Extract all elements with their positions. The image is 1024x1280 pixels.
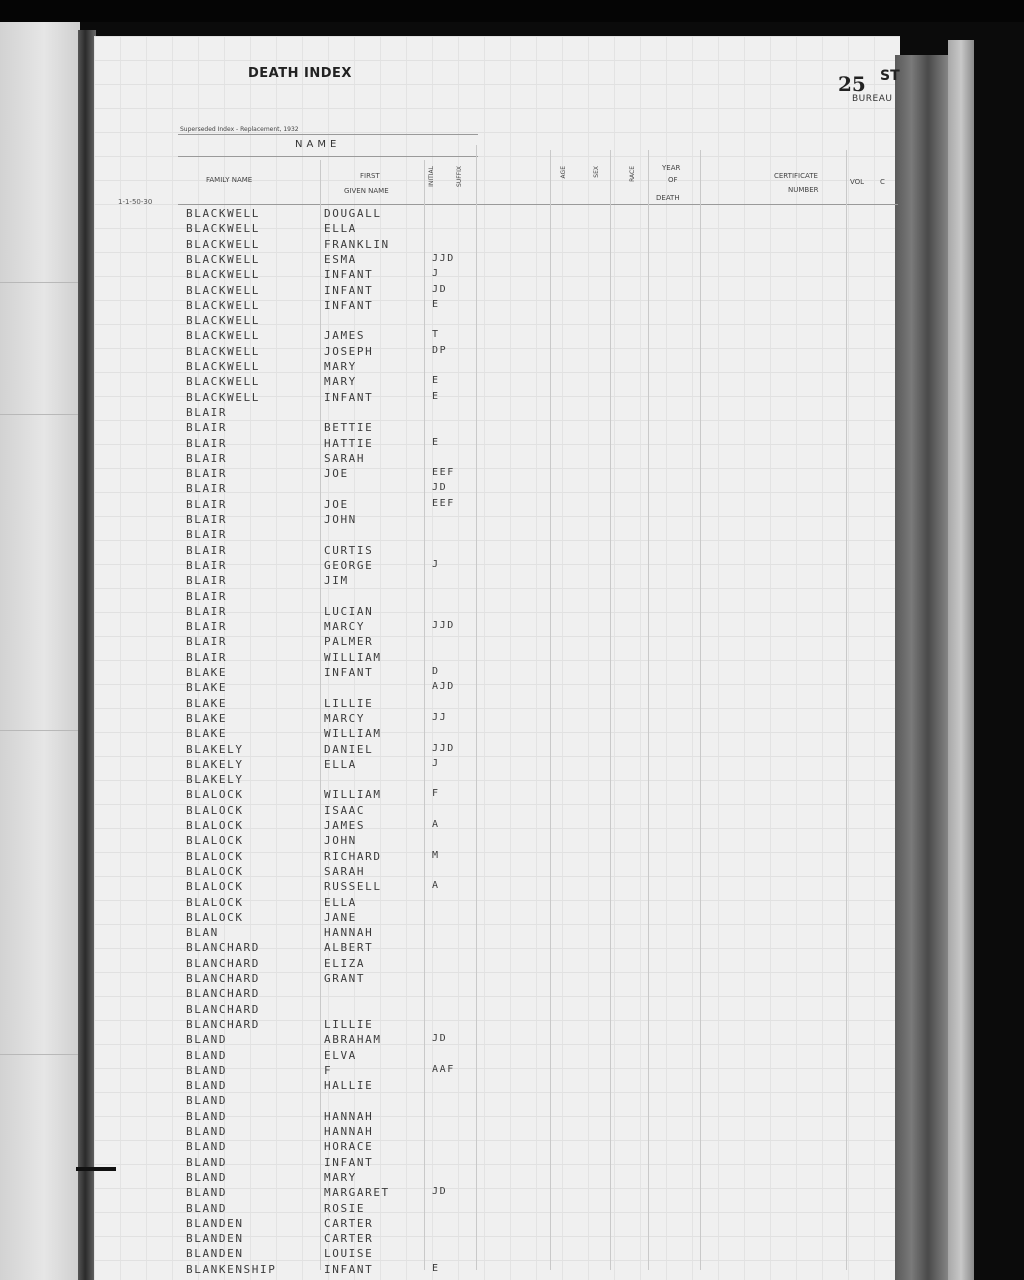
given-name-cell: ABRAHAM (324, 1033, 382, 1047)
given-name-cell: HATTIE (324, 436, 374, 450)
middle-initial-cell: JD (432, 482, 448, 494)
middle-initial-cell: A (432, 819, 440, 830)
family-name-cell: BLAIR (186, 451, 228, 465)
family-name-cell: BLAND (186, 1125, 228, 1138)
index-row (0, 865, 900, 881)
family-name-cell: BLAND (186, 1186, 228, 1200)
family-name-cell: BLAKE (186, 711, 228, 725)
index-row (0, 253, 900, 269)
middle-initial-cell: T (432, 329, 440, 341)
given-name-cell: MARY (324, 1170, 357, 1184)
given-name-cell: INFANT (324, 1155, 374, 1169)
family-name-cell: BLAKELY (186, 742, 244, 756)
family-name-cell: BLAN (186, 926, 219, 940)
given-name-cell: JOHN (324, 834, 357, 848)
given-name-cell: WILLIAM (324, 727, 382, 741)
given-name-cell: FRANKLIN (324, 237, 390, 251)
family-name-cell: BLANCHARD (186, 941, 261, 955)
index-row (0, 1125, 900, 1141)
given-name-cell: MARCY (324, 620, 366, 634)
family-name-cell: BLAIR (186, 467, 228, 481)
given-name-cell: HALLIE (324, 1079, 374, 1093)
family-name-cell: BLACKWELL (186, 222, 261, 236)
given-name-cell: LOUISE (324, 1247, 374, 1261)
index-row (0, 1110, 900, 1126)
given-name-cell: CARTER (324, 1216, 374, 1230)
index-row (0, 574, 900, 590)
index-row (0, 773, 900, 789)
first-given-header-1: FIRST (360, 172, 380, 180)
race-header: RACE (629, 166, 636, 182)
middle-initial-cell: E (432, 375, 440, 387)
certificate-header-2: NUMBER (788, 186, 819, 194)
given-name-cell: JOSEPH (324, 344, 374, 358)
given-name-cell: JAMES (324, 819, 366, 832)
index-row (0, 482, 900, 498)
family-name-cell: BLALOCK (186, 834, 244, 848)
family-name-cell: BLAIR (186, 405, 228, 419)
age-header: AGE (560, 166, 567, 179)
given-name-cell: ELLA (324, 222, 357, 236)
index-row (0, 238, 900, 254)
index-row (0, 605, 900, 621)
index-row (0, 1186, 900, 1202)
given-name-cell: CARTER (324, 1232, 374, 1246)
form-note: Superseded Index - Replacement, 1932 (180, 126, 299, 133)
family-name-cell: BLACKWELL (186, 390, 261, 404)
family-name-cell: BLAKE (186, 727, 228, 741)
index-row (0, 1156, 900, 1172)
index-row (0, 544, 900, 560)
index-row (0, 1079, 900, 1095)
page-edge-stack (895, 55, 950, 1280)
family-name-cell: BLANCHARD (186, 972, 261, 985)
index-row (0, 1202, 900, 1218)
suffix-header: SUFFIX (456, 166, 463, 187)
given-name-cell: SARAH (324, 451, 366, 465)
index-row (0, 1018, 900, 1034)
middle-initial-cell: D (432, 666, 440, 677)
family-name-cell: BLALOCK (186, 864, 244, 878)
index-row (0, 743, 900, 759)
family-name-cell: BLACKWELL (186, 298, 261, 312)
index-row (0, 635, 900, 651)
given-name-cell: JAMES (324, 329, 366, 343)
family-name-cell: BLANCHARD (186, 956, 261, 970)
index-row (0, 360, 900, 376)
middle-initial-cell: M (432, 849, 440, 861)
index-row (0, 804, 900, 820)
middle-initial-cell: J (432, 757, 440, 769)
initial-header: INITIAL (428, 166, 435, 187)
family-name-cell: BLAIR (186, 635, 228, 649)
middle-initial-cell: E (432, 390, 440, 402)
year-header-2: OF (668, 176, 678, 184)
given-name-cell: ELLA (324, 757, 357, 771)
index-row (0, 375, 900, 391)
index-row (0, 819, 900, 835)
index-row (0, 1232, 900, 1248)
index-row (0, 314, 900, 330)
index-row (0, 712, 900, 728)
family-name-cell: BLAIR (186, 650, 228, 664)
index-row (0, 559, 900, 575)
given-name-cell: ROSIE (324, 1201, 366, 1215)
family-name-header: FAMILY NAME (206, 176, 253, 184)
index-row (0, 987, 900, 1003)
given-name-cell: WILLIAM (324, 650, 382, 664)
index-row (0, 284, 900, 300)
middle-initial-cell: JJD (432, 620, 455, 632)
given-name-cell: INFANT (324, 390, 374, 404)
index-row (0, 467, 900, 483)
index-row (0, 498, 900, 514)
family-name-cell: BLAND (186, 1109, 228, 1123)
family-name-cell: BLANDEN (186, 1247, 244, 1261)
family-name-cell: BLAIR (186, 589, 228, 603)
given-name-cell: INFANT (324, 283, 374, 297)
middle-initial-cell: AJD (432, 681, 455, 693)
family-name-cell: BLAKELY (186, 757, 244, 771)
page-title: DEATH INDEX (248, 66, 352, 81)
index-row (0, 957, 900, 973)
given-name-cell: CURTIS (324, 543, 374, 557)
family-name-cell: BLAND (186, 1140, 228, 1154)
given-name-cell: JOHN (324, 513, 357, 526)
first-given-header-2: GIVEN NAME (344, 187, 389, 195)
family-name-cell: BLAIR (186, 574, 228, 588)
family-name-cell: BLAND (186, 1155, 228, 1169)
index-row (0, 437, 900, 453)
index-row (0, 788, 900, 804)
given-name-cell: HANNAH (324, 926, 374, 940)
family-name-cell: BLAND (186, 1063, 228, 1077)
family-name-cell: BLACKWELL (186, 283, 261, 297)
family-name-cell: BLAKE (186, 666, 228, 679)
given-name-cell: GEORGE (324, 558, 374, 572)
index-row (0, 1033, 900, 1049)
given-name-cell: MARCY (324, 711, 366, 725)
given-name-cell: PALMER (324, 635, 374, 649)
middle-initial-cell: JJ (432, 711, 448, 723)
family-name-cell: BLAIR (186, 528, 228, 542)
family-name-cell: BLAND (186, 1033, 228, 1047)
family-name-cell: BLAKE (186, 696, 228, 710)
family-name-cell: BLALOCK (186, 803, 244, 817)
year-header-1: YEAR (662, 164, 681, 172)
index-row (0, 911, 900, 927)
family-name-cell: BLAKE (186, 681, 228, 695)
family-name-cell: BLACKWELL (186, 237, 261, 251)
family-name-cell: BLAIR (186, 497, 228, 511)
middle-initial-cell: JD (432, 283, 448, 295)
given-name-cell: RICHARD (324, 849, 382, 863)
family-name-cell: BLAKELY (186, 773, 244, 787)
given-name-cell: MARY (324, 375, 357, 389)
given-name-cell: JIM (324, 574, 349, 588)
index-row (0, 651, 900, 667)
index-row (0, 850, 900, 866)
given-name-cell: ELIZA (324, 956, 366, 970)
family-name-cell: BLALOCK (186, 895, 244, 909)
year-header-3: DEATH (656, 194, 680, 202)
middle-initial-cell: A (432, 880, 440, 892)
family-name-cell: BLACKWELL (186, 207, 261, 220)
margin-note: 1-1-50-30 (118, 198, 153, 206)
index-row (0, 222, 900, 238)
family-name-cell: BLANCHARD (186, 1017, 261, 1031)
index-row (0, 1003, 900, 1019)
page-number: 25 (838, 72, 866, 96)
middle-initial-cell: DP (432, 344, 448, 356)
given-name-cell: BETTIE (324, 421, 374, 435)
family-name-cell: BLALOCK (186, 819, 244, 832)
family-name-cell: BLACKWELL (186, 375, 261, 389)
name-header: NAME (295, 139, 341, 150)
given-name-cell: WILLIAM (324, 788, 382, 802)
index-row (0, 941, 900, 957)
given-name-cell: ELVA (324, 1048, 357, 1062)
index-row (0, 299, 900, 315)
family-name-cell: BLACKWELL (186, 314, 261, 328)
given-name-cell: RUSSELL (324, 880, 382, 894)
header-rule (178, 134, 478, 135)
family-name-cell: BLAIR (186, 543, 228, 557)
index-row (0, 1094, 900, 1110)
index-row (0, 896, 900, 912)
sex-header: SEX (593, 166, 600, 178)
middle-initial-cell: JJD (432, 742, 455, 754)
stamp-bureau: BUREAU (852, 94, 893, 104)
index-row (0, 666, 900, 682)
index-row (0, 590, 900, 606)
index-row (0, 1171, 900, 1187)
given-name-cell: INFANT (324, 1262, 374, 1276)
family-name-cell: BLAIR (186, 558, 228, 572)
given-name-cell: LILLIE (324, 696, 374, 710)
vol-header: VOL (850, 178, 865, 186)
index-row (0, 620, 900, 636)
middle-initial-cell: E (432, 436, 440, 448)
family-name-cell: BLACKWELL (186, 252, 261, 266)
family-name-cell: BLAND (186, 1170, 228, 1184)
index-row (0, 1263, 900, 1279)
given-name-cell: LILLIE (324, 1017, 374, 1031)
header-rule (178, 156, 478, 157)
index-row (0, 1140, 900, 1156)
given-name-cell: JOE (324, 497, 349, 511)
given-name-cell: HORACE (324, 1140, 374, 1154)
given-name-cell: ALBERT (324, 941, 374, 955)
middle-initial-cell: J (432, 268, 440, 280)
family-name-cell: BLAIR (186, 513, 228, 526)
middle-initial-cell: JD (432, 1186, 448, 1198)
given-name-cell: HANNAH (324, 1125, 374, 1138)
middle-initial-cell: E (432, 298, 440, 310)
index-row (0, 528, 900, 544)
stamp-top: ST (880, 68, 900, 84)
header-rule (178, 204, 898, 205)
scan-border-top (0, 0, 1024, 22)
given-name-cell: ISAAC (324, 803, 366, 817)
given-name-cell: JANE (324, 910, 357, 924)
index-row (0, 513, 900, 529)
given-name-cell: ESMA (324, 252, 357, 266)
middle-initial-cell: AAF (432, 1063, 455, 1075)
given-name-cell: INFANT (324, 298, 374, 312)
family-name-cell: BLAIR (186, 482, 228, 496)
given-name-cell: ELLA (324, 895, 357, 909)
family-name-cell: BLACKWELL (186, 360, 261, 373)
family-name-cell: BLALOCK (186, 849, 244, 863)
family-name-cell: BLAIR (186, 436, 228, 450)
book-cover-edge (948, 40, 974, 1280)
middle-initial-cell: F (432, 788, 440, 800)
middle-initial-cell: EEF (432, 497, 455, 509)
family-name-cell: BLANDEN (186, 1232, 244, 1246)
cause-header: C (880, 178, 885, 186)
given-name-cell: SARAH (324, 864, 366, 878)
middle-initial-cell: JD (432, 1033, 448, 1045)
index-row (0, 1049, 900, 1065)
index-row (0, 926, 900, 942)
given-name-cell: GRANT (324, 972, 366, 985)
given-name-cell: INFANT (324, 666, 374, 679)
index-row (0, 329, 900, 345)
index-row (0, 727, 900, 743)
page-marker (76, 1167, 116, 1171)
index-row (0, 452, 900, 468)
index-row (0, 345, 900, 361)
family-name-cell: BLAIR (186, 421, 228, 435)
index-row (0, 758, 900, 774)
family-name-cell: BLANDEN (186, 1216, 244, 1230)
given-name-cell: HANNAH (324, 1109, 374, 1123)
middle-initial-cell: JJD (432, 252, 455, 264)
given-name-cell: INFANT (324, 268, 374, 282)
family-name-cell: BLAND (186, 1048, 228, 1062)
index-row (0, 1064, 900, 1080)
certificate-header-1: CERTIFICATE (774, 172, 818, 180)
family-name-cell: BLANCHARD (186, 1002, 261, 1016)
index-row (0, 697, 900, 713)
given-name-cell: DOUGALL (324, 207, 382, 220)
index-row (0, 207, 900, 223)
family-name-cell: BLANKENSHIP (186, 1262, 277, 1276)
middle-initial-cell: E (432, 1262, 440, 1274)
family-name-cell: BLANCHARD (186, 987, 261, 1001)
family-name-cell: BLALOCK (186, 880, 244, 894)
index-row (0, 268, 900, 284)
middle-initial-cell: EEF (432, 467, 455, 479)
given-name-cell: DANIEL (324, 742, 374, 756)
index-row (0, 391, 900, 407)
given-name-cell: MARY (324, 360, 357, 373)
family-name-cell: BLALOCK (186, 788, 244, 802)
family-name-cell: BLACKWELL (186, 329, 261, 343)
index-row (0, 1217, 900, 1233)
family-name-cell: BLALOCK (186, 910, 244, 924)
family-name-cell: BLAIR (186, 620, 228, 634)
given-name-cell: JOE (324, 467, 349, 481)
family-name-cell: BLAND (186, 1201, 228, 1215)
family-name-cell: BLAIR (186, 604, 228, 618)
family-name-cell: BLAND (186, 1079, 228, 1093)
given-name-cell: LUCIAN (324, 604, 374, 618)
index-row (0, 421, 900, 437)
index-row (0, 972, 900, 988)
index-row (0, 406, 900, 422)
family-name-cell: BLACKWELL (186, 268, 261, 282)
given-name-cell: F (324, 1063, 333, 1077)
given-name-cell: MARGARET (324, 1186, 390, 1200)
family-name-cell: BLACKWELL (186, 344, 261, 358)
index-row (0, 834, 900, 850)
index-row (0, 1247, 900, 1263)
family-name-cell: BLAND (186, 1094, 228, 1108)
index-row (0, 681, 900, 697)
index-row (0, 880, 900, 896)
middle-initial-cell: J (432, 558, 440, 570)
